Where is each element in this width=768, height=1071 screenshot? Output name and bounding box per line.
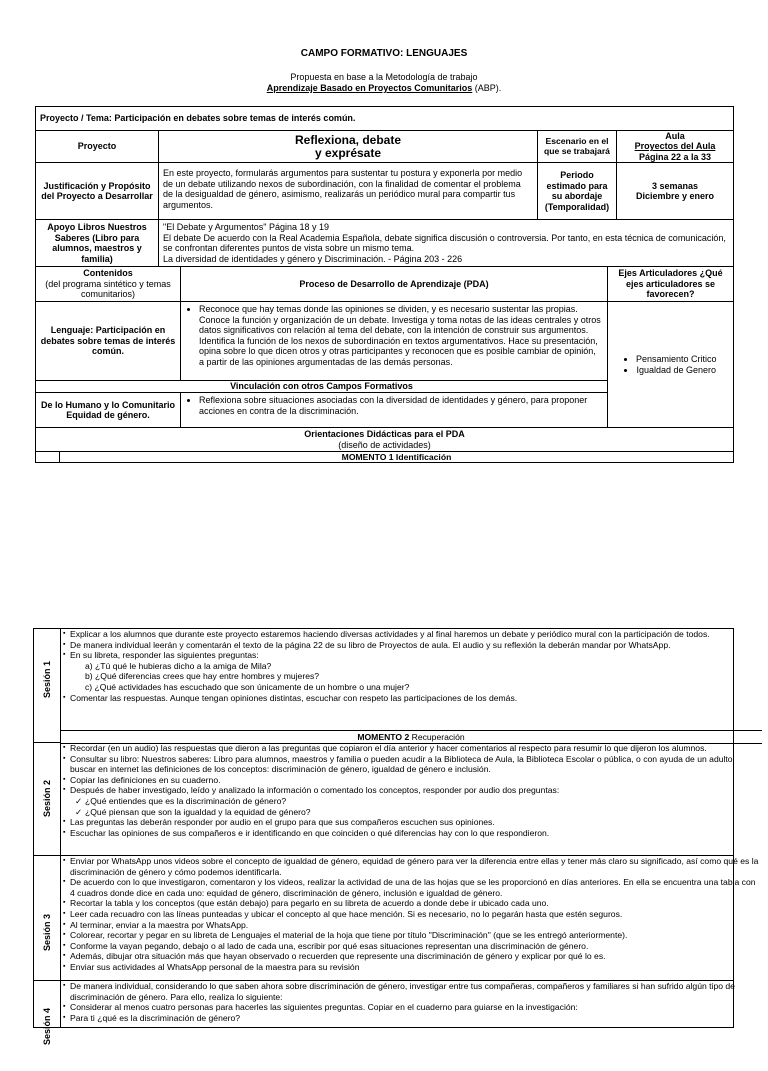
axis-item: • Igualdad de Genero: [636, 365, 717, 376]
pda-text-cell: [180, 301, 608, 381]
session-2-item: ▪ Copiar las definiciones en su cuaderno.: [63, 775, 760, 786]
aula-label: Aula: [665, 130, 685, 141]
axis-item: • Pensamiento Critico: [636, 354, 717, 365]
lesson-plan-page-top: [0, 0, 768, 470]
session-1-item: ▪ Comentar las respuestas. Aunque tengan opiniones distintas, escuchar con respeto las participaciones de los demás.: [63, 693, 760, 704]
books-line-3: La diversidad de identidades y género y Discriminación. - Página 203 - 226: [163, 253, 463, 264]
session-1-item: ▪ Explicar a los alumnos que durante este proyecto estaremos haciendo diversas actividades y al final haremos un debate y periódico mural con la participación de todos.: [63, 629, 760, 640]
moment-1-side: [35, 451, 60, 463]
human-text: • Reflexiona sobre situaciones asociadas con la diversidad de identidades y género, para proponer acciones en contra de la discriminación.: [199, 395, 603, 416]
session-1-item: ▪ De manera individual leerán y comentarán el texto de la página 22 de su libro de Proyectos de aula. El audio y su reflexión la deberán mandar por WhatsApp.: [63, 640, 760, 651]
methodology-line: [0, 83, 768, 93]
scenario-label: Escenario en el que se trabajará: [537, 130, 617, 163]
document-title: CAMPO FORMATIVO: LENGUAJES: [300, 48, 468, 59]
moment-2-title: MOMENTO 2: [357, 732, 410, 742]
session-1-label: Sesión 1: [42, 660, 52, 698]
session-1-question: b) ¿Qué diferencias crees que hay entre hombres y mujeres?: [85, 671, 320, 682]
moment-2-subtitle: Recuperación: [409, 732, 465, 742]
pda-text: • Reconoce que hay temas donde las opiniones se dividen, y es necesario sustentar las propias. Conoce la función y organización de un debate. Investiga y toma notas de las ideas centrales y otros datos significativos con relación al tema del debate, con la intención de construir sus argumentos. Identifica la función de los nexos de subordinación en textos argumentativos. Hace su presentación, opina sobre lo que dicen otros y otras participantes y reconocen que es posible cambiar de opinión, a partir de las opiniones argumentadas de las demás personas.: [199, 304, 603, 367]
didactic-header: [35, 427, 734, 452]
session-1-question: c) ¿Qué actividades has escuchado que son únicamente de un hombre o una mujer?: [85, 681, 410, 692]
contents-sub: (del programa sintético y temas comunitarios): [45, 278, 171, 300]
aula-cell: [616, 130, 734, 163]
moment-2-header: [60, 730, 762, 744]
session-2-question: ✓ ¿Qué piensan que son la igualdad y la equidad de género?: [63, 807, 760, 818]
books-label: Apoyo Libros Nuestros Saberes (Libro para alumnos, maestros y familia): [35, 219, 159, 267]
didactic-sub: (diseño de actividades): [338, 439, 431, 450]
justification-text: En este proyecto, formularás argumentos para sustentar tu postura y exponerla por medio de un debate utilizando nexos de subordinación, con la finalidad de comentar el problema de la desigualdad de género, asimismo, realizarás un periódico mural para compartir tus argumentos.: [158, 162, 538, 220]
session-3-content: [63, 856, 760, 973]
project-label: Proyecto: [35, 130, 159, 163]
aula-book: Proyectos del Aula: [634, 141, 716, 152]
moment-1-header: MOMENTO 1 Identificación: [59, 451, 734, 463]
session-3-item: ▪ Al terminar, enviar a la maestra por WhatsApp.: [63, 920, 760, 931]
project-name-line-1: Reflexiona, debate: [294, 132, 402, 147]
session-4-item: ▪ Para ti ¿qué es la discriminación de género?: [63, 1013, 760, 1024]
axes-header: Ejes Articuladores ¿Qué ejes articuladores se favorecen?: [607, 266, 734, 302]
methodology-name: Aprendizaje Basado en Proyectos Comunitarios: [266, 83, 473, 93]
link-header: Vinculación con otros Campos Formativos: [35, 380, 608, 393]
period-value-2: Diciembre y enero: [635, 191, 715, 201]
session-4-item: ▪ Considerar al menos cuatro personas para hacerles las siguientes preguntas. Copiar en el cuaderno para guiarse en la investigación:: [63, 1002, 760, 1013]
session-3-item: ▪ De acuerdo con lo que investigaron, comentaron y los videos, realizar la actividad de una de las hojas que se les proporcionó en días anteriores. En ella se encuentra una tabla con 4 cuadros donde dice en cada uno: equidad de género, discriminación de género, inclusión e igualdad de género.: [63, 877, 760, 898]
session-1-item: ▪ En su libreta, responder las siguientes preguntas:: [63, 650, 760, 661]
session-1-question: a) ¿Tú qué le hubieras dicho a la amiga de Mila?: [85, 660, 272, 671]
session-2-item: ▪ Después de haber investigado, leído y analizado la información o comentado los conceptos, responder por audio dos preguntas:: [63, 785, 760, 796]
session-2-item: ▪ Las preguntas las deberán responder por audio en el grupo para que sus compañeros escuchen sus opiniones.: [63, 817, 760, 828]
session-3-item: ▪ Conforme la vayan pegando, debajo o al lado de cada una, escribir por qué esas situaciones representan una discriminación de género.: [63, 941, 760, 952]
session-2-item: ▪ Escuchar las opiniones de sus compañeros e ir identificando en que coinciden o qué diferencias hay con lo que respondieron.: [63, 828, 760, 839]
period-value: [616, 162, 734, 220]
session-2-label: Sesión 2: [42, 780, 52, 818]
session-4-item: ▪ De manera individual, considerando lo que saben ahora sobre discriminación de género, investigar entre tus compañeras, compañeros y familiares si han sufrido algún tipo de discriminación de género. Para ello, realiza lo siguiente:: [63, 981, 760, 1002]
pda-header: Proceso de Desarrollo de Aprendizaje (PDA): [180, 266, 608, 302]
session-2-question: ✓ ¿Qué entiendes que es la discriminación de género?: [63, 796, 760, 807]
lenguaje-label: Lenguaje: Participación en debates sobre temas de interés común.: [35, 301, 181, 381]
project-name-line-2: y exprésate: [314, 145, 382, 160]
human-label: De lo Humano y lo Comunitario Equidad de género.: [35, 392, 181, 428]
session-2-item: ▪ Recordar (en un audio) las respuestas que dieron a las preguntas que copiaron el día anterior y hacer comentarios al respecto para resumir lo que dijeron los alumnos.: [63, 743, 760, 754]
books-line-2: El debate De acuerdo con la Real Academia Española, debate significa discusión o controversia. Por tanto, en esta técnica de comunicación, se confrontan diferentes puntos de vista sobre un mismo tema.: [163, 232, 726, 253]
books-line-1: "El Debate y Argumentos" Página 18 y 19: [163, 222, 329, 232]
lesson-plan-page-sessions: [0, 628, 768, 1045]
axes-cell: [607, 301, 734, 428]
session-3-label: Sesión 3: [42, 913, 52, 951]
session-3-item: ▪ Leer cada recuadro con las líneas punteadas y ubicar el concepto al que hace mención. Si es necesario, no lo pegarán hasta que estén seguros.: [63, 909, 760, 920]
session-3-item: ▪ Además, dibujar otra situación más que hayan observado o recuerden que represente una discriminación de género y explicar por qué lo es.: [63, 951, 760, 962]
session-3-item: ▪ Enviar sus actividades al WhatsApp personal de la maestra para su revisión: [63, 962, 760, 973]
session-3-item: ▪ Enviar por WhatsApp unos videos sobre el concepto de igualdad de género, equidad de género para ver la diferencia entre ellas y tener más claro su significado, así como qué es la discriminación de género y cómo podemos identificarla.: [63, 856, 760, 877]
period-value-1: 3 semanas: [651, 180, 699, 191]
justification-label: Justificación y Propósito del Proyecto a Desarrollar: [35, 162, 159, 220]
session-2-content: [63, 743, 760, 838]
session-1-content: [63, 629, 760, 703]
session-4-content: [63, 981, 760, 1023]
aula-pages: Página 22 a la 33: [638, 151, 712, 162]
session-3-item: ▪ Recortar la tabla y los conceptos (que están debajo) para pegarlo en su libreta de acuerdo a donde debe ir ubicado cada uno.: [63, 898, 760, 909]
session-2-item: ▪ Consultar su libro: Nuestros saberes: Libro para alumnos, maestros y familia o pueden acudir a la Biblioteca de Aula, la Biblioteca Escolar o pública, o con ayuda de un adulto buscar en internet las definiciones de los conceptos: discriminación de género, igualdad de género e inclusión.: [63, 754, 760, 775]
contents-label: Contenidos: [83, 268, 133, 279]
session-3-item: ▪ Colorear, recortar y pegar en su libreta de Lenguajes el material de la hoja que tiene por título "Discriminación" (que se les entregó anteriormente).: [63, 930, 760, 941]
project-theme-row: Proyecto / Tema: Participación en debates sobre temas de interés común.: [35, 106, 734, 131]
proposal-line: Propuesta en base a la Metodología de trabajo: [290, 72, 478, 82]
methodology-suffix: (ABP).: [472, 83, 502, 93]
session-4-label: Sesión 4: [42, 1007, 52, 1045]
books-text: [158, 219, 734, 267]
didactic-label: Orientaciones Didácticas para el PDA: [304, 429, 465, 439]
human-text-cell: [180, 392, 608, 428]
project-name: [158, 130, 538, 163]
contents-header: [35, 266, 181, 302]
period-label: Periodo estimado para su abordaje (Temporalidad): [537, 162, 617, 220]
